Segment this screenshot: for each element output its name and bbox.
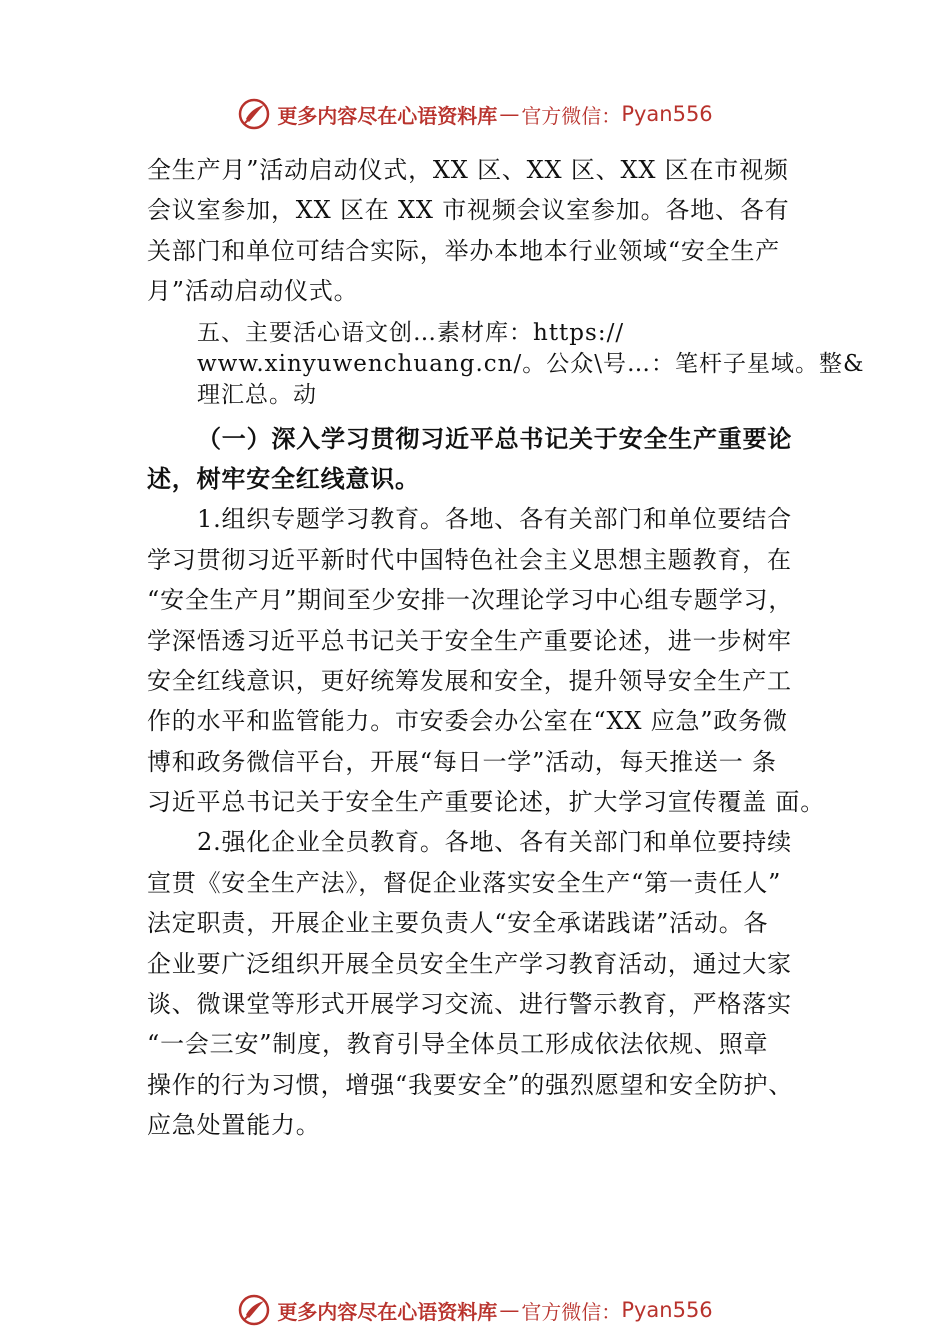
text-line: 1.组织专题学习教育。各地、各有关部门和单位要结合: [197, 505, 792, 534]
subsection-one-title: [147, 419, 837, 500]
text-line: 会议室参加，XX 区在 XX 市视频会议室参加。各地、各有: [147, 196, 790, 225]
document-body: [147, 150, 865, 1146]
banner-wechat-label: 官方微信：: [521, 1299, 622, 1324]
banner-wechat-label: 官方微信：: [521, 103, 622, 128]
banner-wechat-id: Pyan556: [621, 102, 713, 126]
banner-wechat-id: Pyan556: [621, 1298, 713, 1322]
item-one-paragraph: [147, 499, 837, 822]
text-line: 谈、微课堂等形式开展学习交流、进行警示教育，严格落实: [147, 990, 792, 1019]
section-five-heading: [147, 318, 865, 411]
text-line: www.xinyuwenchuang.cn/。公众\号…：笔杆子星域。整&: [197, 350, 865, 377]
paragraph-opening: [147, 150, 837, 312]
text-line: 法定职责，开展企业主要负责人“安全承诺践诺”活动。各: [147, 909, 769, 938]
banner-title: 更多内容尽在心语资料库: [277, 1299, 498, 1324]
brush-logo-icon: [237, 97, 271, 131]
banner-dash: —: [499, 1298, 520, 1322]
text-line: 月”活动启动仪式。: [147, 277, 359, 306]
text-line: 操作的行为习惯，增强“我要安全”的强烈愿望和安全防护、: [147, 1070, 794, 1099]
header-banner: [0, 94, 950, 134]
text-line: 学习贯彻习近平新时代中国特色社会主义思想主题教育，在: [147, 545, 792, 574]
text-line: 述，树牢安全红线意识。: [147, 463, 420, 493]
text-line: 应急处置能力。: [147, 1111, 321, 1140]
banner-title: 更多内容尽在心语资料库: [277, 103, 498, 128]
text-line: （一）深入学习贯彻习近平总书记关于安全生产重要论: [197, 423, 793, 453]
text-line: 理汇总。动: [197, 381, 317, 408]
brush-logo-icon: [237, 1293, 271, 1327]
banner-dash: —: [499, 102, 520, 126]
text-line: 博和政务微信平台，开展“每日一学”活动，每天推送一 条: [147, 747, 777, 776]
text-line: 全生产月”活动启动仪式，XX 区、XX 区、XX 区在市视频: [147, 156, 789, 184]
footer-banner: [0, 1290, 950, 1330]
text-line: “一会三安”制度，教育引导全体员工形成依法依规、照章: [147, 1030, 769, 1059]
text-line: 2.强化企业全员教育。各地、各有关部门和单位要持续: [197, 828, 792, 857]
text-line: 关部门和单位可结合实际，举办本地本行业领域“安全生产: [147, 236, 781, 265]
text-line: 作的水平和监管能力。市安委会办公室在“XX 应急”政务微: [147, 707, 788, 736]
text-line: 企业要广泛组织开展全员安全生产学习教育活动，通过大家: [147, 949, 792, 978]
item-two-paragraph: [147, 822, 837, 1145]
text-line: 习近平总书记关于安全生产重要论述，扩大学习宣传覆盖 面。: [147, 788, 826, 817]
text-line: 安全红线意识，更好统筹发展和安全，提升领导安全生产工: [147, 666, 792, 695]
text-line: 五、主要活心语文创…素材库：https://: [197, 319, 625, 346]
text-line: “安全生产月”期间至少安排一次理论学习中心组专题学习，: [147, 586, 794, 615]
text-line: 学深悟透习近平总书记关于安全生产重要论述，进一步树牢: [147, 626, 792, 655]
text-line: 宣贯《安全生产法》，督促企业落实安全生产“第一责任人”: [147, 868, 782, 897]
